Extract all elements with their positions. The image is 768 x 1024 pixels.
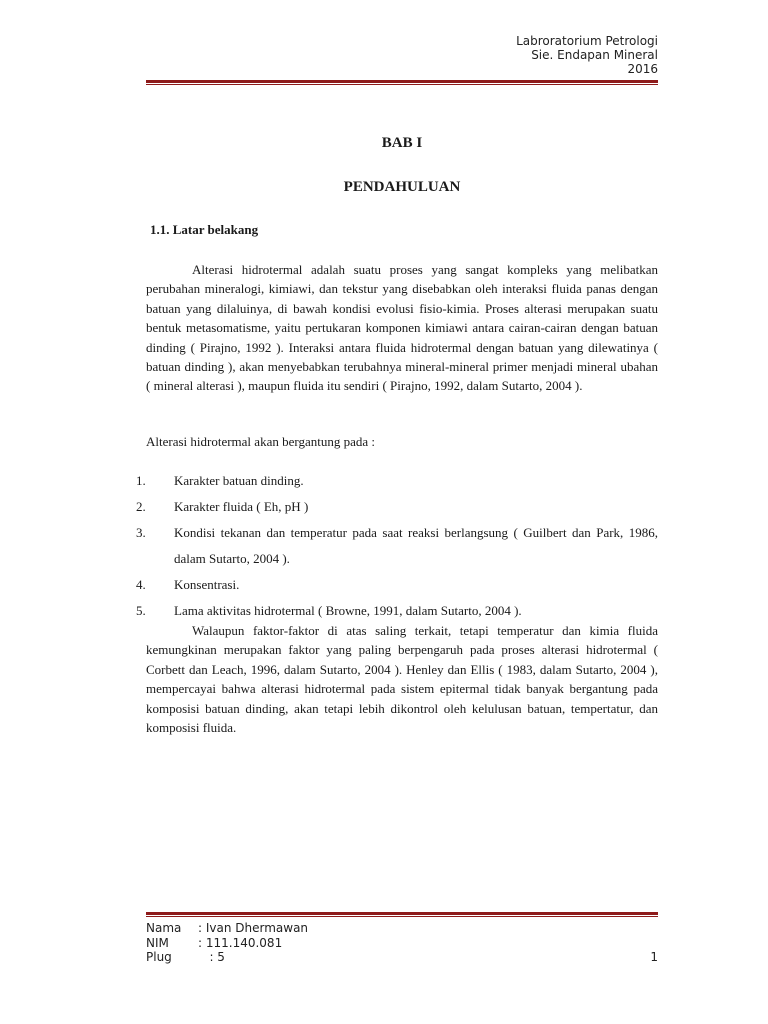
list-item-number: 3. [136,525,146,540]
list-item [136,468,658,494]
footer-name-value: : Ivan Dhermawan [198,921,309,935]
list-item [136,572,658,598]
chapter-number: BAB I [381,135,423,151]
footer-name-row [146,921,658,936]
list-item-text: Karakter fluida ( Eh, pH ) [174,499,309,514]
footer-nim-value: : 111.140.081 [198,935,283,950]
list-item-text: Konsentrasi. [174,577,240,592]
list-item [136,494,658,520]
footer-plug-row [146,950,658,965]
page-footer [146,921,658,965]
footer-name-label: Nama [146,921,182,935]
footer-nim-label: NIM [146,935,169,950]
footer-plug-value: : 5 [198,950,225,964]
footer-divider [146,912,658,917]
page-header [258,34,658,76]
footer-plug-label: Plug [146,950,172,964]
list-item-text: Lama aktivitas hidrotermal ( Browne, 1991, dalam Sutarto, 2004 ). [174,603,522,618]
paragraph-factors: Walaupun faktor-faktor di atas saling terkait, tetapi temperatur dan kimia fluida kemungkinan merupakan faktor yang paling berpengaruh pada proses alterasi hidrotermal ( Corbett dan Leach, 1996, dalam Sutarto, 2004 ). Henley dan Ellis ( 1983, dalam Sutarto, 2004 ), mempercayai bahwa alterasi hidrotermal pada sistem epitermal tidak banyak bergantung pada komposisi batuan dinding, akan tetapi lebih dikontrol oleh kelulusan batuan, tempertatur, dan komposisi fluida. [146,623,658,736]
header-year: 2016 [627,62,658,76]
page-number: 1 [650,950,658,964]
list-item-text: Kondisi tekanan dan temperatur pada saat reaksi berlangsung ( Guilbert dan Park, 1986, dalam Sutarto, 2004 ). [174,525,658,566]
header-lab-name: Labroratorium Petrologi [516,34,658,48]
header-section-name: Sie. Endapan Mineral [531,48,658,62]
list-lead-text: Alterasi hidrotermal akan bergantung pada : [146,434,375,449]
list-item-number: 2. [136,499,146,514]
factor-list [136,468,658,624]
list-item-number: 4. [136,577,146,592]
list-item-text: Karakter batuan dinding. [174,473,304,488]
chapter-title: PENDAHULUAN [343,179,461,195]
section-heading: 1.1. Latar belakang [150,222,259,237]
paragraph-intro: Alterasi hidrotermal adalah suatu proses yang sangat kompleks yang melibatkan perubahan mineralogi, kimiawi, dan tekstur yang disebabkan oleh interaksi fluida panas dengan batuan yang dilaluinya, di bawah kondisi evolusi fisio-kimia. Proses alterasi merupakan suatu bentuk metasomatisme, yaitu pertukaran komponen kimiawi antara cairan-cairan dengan batuan dinding ( Pirajno, 1992 ). Interaksi antara fluida hidrotermal dengan batuan yang dilewatinya ( batuan dinding ), akan menyebabkan terubahnya mineral-mineral primer menjadi mineral ubahan ( mineral alterasi ), maupun fluida itu sendiri ( Pirajno, 1992, dalam Sutarto, 2004 ). [146,262,658,394]
list-item-number: 5. [136,603,146,618]
footer-nim-row [146,936,658,951]
header-divider [146,80,658,85]
list-item-number: 1. [136,473,146,488]
list-item [136,520,658,572]
